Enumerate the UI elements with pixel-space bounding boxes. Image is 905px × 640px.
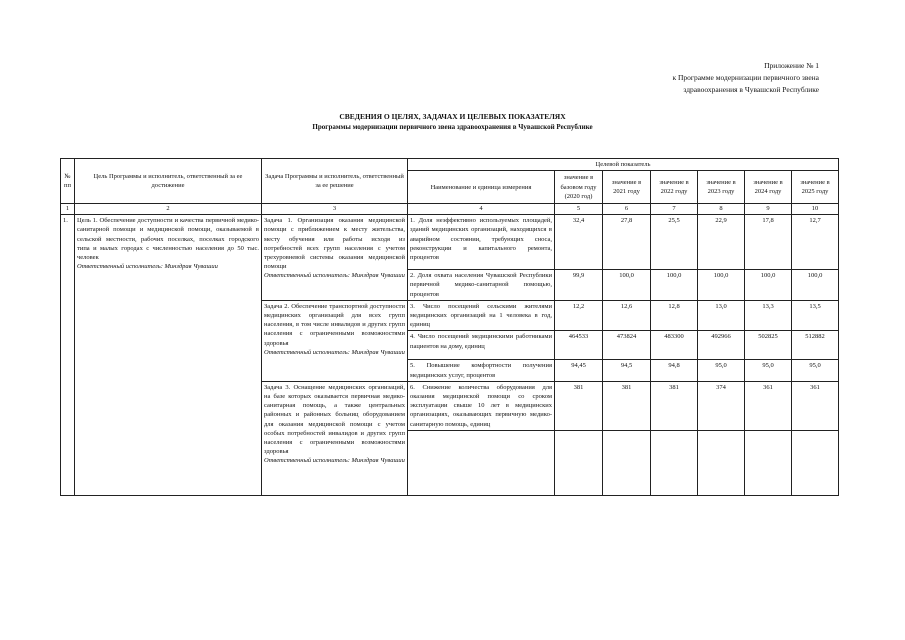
indicator-value: 100,0	[603, 270, 651, 301]
indicator-value: 100,0	[651, 270, 698, 301]
indicator-name: 6. Снижение количества оборудования для оказания медицинской помощи со сроком эксплуатации свыше 10 лет в медицинских организациях, оказывающих первичную медико-санитарную помощь, единиц	[408, 381, 555, 430]
indicator-value: 25,5	[651, 215, 698, 270]
indicator-value: 361	[745, 381, 792, 430]
appendix-line-3: здравоохранения в Чувашской Республике	[683, 85, 819, 94]
task-3-text: Задача 3. Оснащение медицинских организаций, на базе которых оказывается первичная медико-санитарная помощь, а также центральных районных и районных больниц оборудованием для оказания медицинской помощи с учетом особых потребностей инвалидов и других групп населения с ограниченными возможностями здоровья	[264, 383, 405, 456]
indicator-value: 100,0	[792, 270, 839, 301]
indicator-value: 13,5	[792, 300, 839, 331]
task-3-executor: Ответственный исполнитель: Минздрав Чувашии	[264, 457, 405, 465]
header-task: Задача Программы и исполнитель, ответственный за ее решение	[262, 159, 408, 204]
column-number-row	[61, 204, 839, 215]
empty-cell	[555, 430, 603, 495]
indicator-value: 512882	[792, 331, 839, 360]
column-number: 1	[61, 204, 75, 215]
empty-cell	[745, 430, 792, 495]
table-row	[61, 215, 839, 270]
header-row-1	[61, 159, 839, 171]
column-number: 2	[75, 204, 262, 215]
goal-text: Цель 1. Обеспечение доступности и качества первичной медико-санитарной помощи и медицинской помощи, оказываемой в сельской местности, рабочих поселках, поселках городского типа и малых городах с численностью населения до 50 тыс. человек	[77, 217, 259, 262]
indicator-value: 12,7	[792, 215, 839, 270]
indicator-name: 2. Доля охвата населения Чувашской Республики первичной медико-санитарной помощью, процентов	[408, 270, 555, 301]
column-number: 5	[555, 204, 603, 215]
column-number: 9	[745, 204, 792, 215]
indicator-value: 381	[651, 381, 698, 430]
empty-cell	[603, 430, 651, 495]
indicator-value: 13,0	[698, 300, 745, 331]
indicator-value: 95,0	[745, 360, 792, 381]
indicator-name: 3. Число посещений сельскими жителями медицинских организаций на 1 человека в год, единиц	[408, 300, 555, 331]
task-1-executor: Ответственный исполнитель: Минздрав Чувашии	[264, 272, 405, 280]
indicator-value: 22,9	[698, 215, 745, 270]
indicator-value: 95,0	[698, 360, 745, 381]
indicator-value: 99,9	[555, 270, 603, 301]
indicator-value: 32,4	[555, 215, 603, 270]
indicator-name: 5. Повышение комфортности получения медицинских услуг, процентов	[408, 360, 555, 381]
indicator-value: 17,8	[745, 215, 792, 270]
header-2021: значение в 2021 году	[603, 171, 651, 204]
indicator-value: 94,45	[555, 360, 603, 381]
indicator-value: 473824	[603, 331, 651, 360]
header-indicator-name: Наименование и единица измерения	[408, 171, 555, 204]
goal-executor: Ответственный исполнитель: Минздрав Чувашии	[77, 263, 218, 271]
goals-table	[60, 158, 839, 496]
column-number: 7	[651, 204, 698, 215]
indicator-value: 361	[792, 381, 839, 430]
task-3-cell	[262, 381, 408, 495]
empty-cell	[792, 430, 839, 495]
indicator-value: 100,0	[698, 270, 745, 301]
document-title: СВЕДЕНИЯ О ЦЕЛЯХ, ЗАДАЧАХ И ЦЕЛЕВЫХ ПОКАЗАТЕЛЯХ	[339, 112, 566, 121]
column-number: 10	[792, 204, 839, 215]
indicator-value: 95,0	[792, 360, 839, 381]
indicator-value: 464533	[555, 331, 603, 360]
header-2025: значение в 2025 году	[792, 171, 839, 204]
column-number: 3	[262, 204, 408, 215]
task-2-executor: Ответственный исполнитель: Минздрав Чувашии	[264, 348, 405, 356]
header-2023: значение в 2023 году	[698, 171, 745, 204]
indicator-value: 483300	[651, 331, 698, 360]
indicator-value: 94,8	[651, 360, 698, 381]
indicator-value: 13,3	[745, 300, 792, 331]
indicator-value: 381	[603, 381, 651, 430]
indicator-value: 381	[555, 381, 603, 430]
appendix-line-2: к Программе модернизации первичного звена	[672, 73, 819, 82]
goal-cell	[75, 215, 262, 496]
task-1-cell	[262, 215, 408, 301]
header-goal: Цель Программы и исполнитель, ответственный за ее достижение	[75, 159, 262, 204]
header-num: № пп	[61, 159, 75, 204]
header-target: Целевой показатель	[408, 159, 839, 171]
column-number: 4	[408, 204, 555, 215]
indicator-value: 12,2	[555, 300, 603, 331]
empty-cell	[408, 430, 555, 495]
task-2-text: Задача 2. Обеспечение транспортной доступности медицинских организаций для всех групп населения, в том числе инвалидов и других групп населения с ограниченными возможностями здоровья	[264, 302, 405, 347]
document-heading	[60, 111, 845, 132]
task-1-text: Задача 1. Организация оказания медицинской помощи с приближением к месту жительства, месту обучения или работы исходя из потребностей всех групп населения с учетом трехуровневой системы оказания медицинской помощи	[264, 217, 405, 271]
indicator-name: 4. Число посещений медицинскими работниками пациентов на дому, единиц	[408, 331, 555, 360]
empty-cell	[651, 430, 698, 495]
indicator-value: 492966	[698, 331, 745, 360]
indicator-value: 374	[698, 381, 745, 430]
document-subtitle: Программы модернизации первичного звена здравоохранения в Чувашской Республике	[312, 123, 593, 131]
column-number: 6	[603, 204, 651, 215]
column-number: 8	[698, 204, 745, 215]
indicator-value: 12,8	[651, 300, 698, 331]
indicator-value: 12,6	[603, 300, 651, 331]
appendix-line-1: Приложение № 1	[764, 61, 819, 70]
row-number: 1.	[61, 215, 75, 496]
indicator-value: 100,0	[745, 270, 792, 301]
indicator-value: 94,5	[603, 360, 651, 381]
header-2024: значение в 2024 году	[745, 171, 792, 204]
appendix-note	[672, 60, 819, 96]
task-2-cell	[262, 300, 408, 381]
empty-cell	[698, 430, 745, 495]
indicator-value: 502825	[745, 331, 792, 360]
indicator-value: 27,8	[603, 215, 651, 270]
indicator-name: 1. Доля неэффективно используемых площадей, зданий медицинских организаций, находящихся в аварийном состоянии, требующих сноса, реконструкции и капитального ремонта, процентов	[408, 215, 555, 270]
header-2022: значение в 2022 году	[651, 171, 698, 204]
header-base-year: значение в базовом году (2020 год)	[555, 171, 603, 204]
